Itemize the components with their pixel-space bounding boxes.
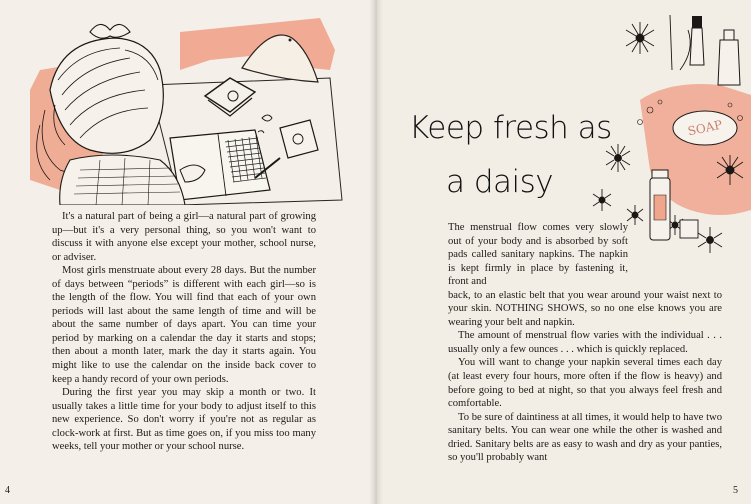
left-page <box>0 0 375 504</box>
girl-writing-calendar-illustration <box>30 10 350 205</box>
right-paragraph-3: You will want to change your napkin several times each day (at least every four hours, more often if the flow is heavy) and before going to bed at night, so that you always feel fresh and comfortable. <box>448 357 722 410</box>
book-gutter <box>369 0 383 504</box>
page-number-right: 5 <box>733 485 738 496</box>
page-number-left: 4 <box>5 485 10 496</box>
left-paragraph-2: Most girls menstruate about every 28 days. But the number of days between “periods” is different with each girl—so is the length of the flow. You will find that each of your own periods will last about the same length of time and will be about the same number of days apart. You can time your period by marking on a calendar the day it starts and stops; then about a month later, mark the day it starts again. You might like to use the calendar on the inside back cover to keep a handy record of your own periods. <box>52 265 316 385</box>
right-paragraph-1-narrow: The menstrual flow comes very slowly out of your body and is absorbed by soft pads called sanitary napkins. The napkin is kept firmly in place by fastening it, front and <box>448 222 628 288</box>
right-body-text <box>448 221 722 465</box>
right-paragraph-4: To be sure of daintiness at all times, it would help to have two sanitary belts. You can wear one while the other is washed and dried. Sanitary belts are as easy to wash and dry as your panties, so you'll probably want <box>448 411 722 464</box>
right-paragraph-1 <box>448 221 722 329</box>
soap-label: SOAP <box>686 117 724 139</box>
headline-line-1: Keep fresh as <box>409 110 612 146</box>
right-paragraph-2: The amount of menstrual flow varies with the individual . . . usually only a few ounces . . . which is quickly replaced. <box>448 330 722 355</box>
left-paragraph-1: It's a natural part of being a girl—a natural part of growing up—but it's a very personal thing, so you won't want to discuss it with anyone else except your mother, school nurse, or adviser. <box>52 211 316 263</box>
left-paragraph-3: During the first year you may skip a month or two. It usually takes a little time for your body to adjust itself to this new experience. So don't worry if you're not as regular as clock-work at first. But as time goes on, if you miss too many weeks, tell your mother or your school nurse. <box>52 387 316 453</box>
headline-line-2: a daisy <box>446 164 554 200</box>
right-paragraph-1-rest: back, to an elastic belt that you wear around your waist next to your skin. NOTHING SHOWS, so no one else knows you are wearing your belt and napkin. <box>448 289 722 328</box>
left-body-text <box>52 210 316 454</box>
